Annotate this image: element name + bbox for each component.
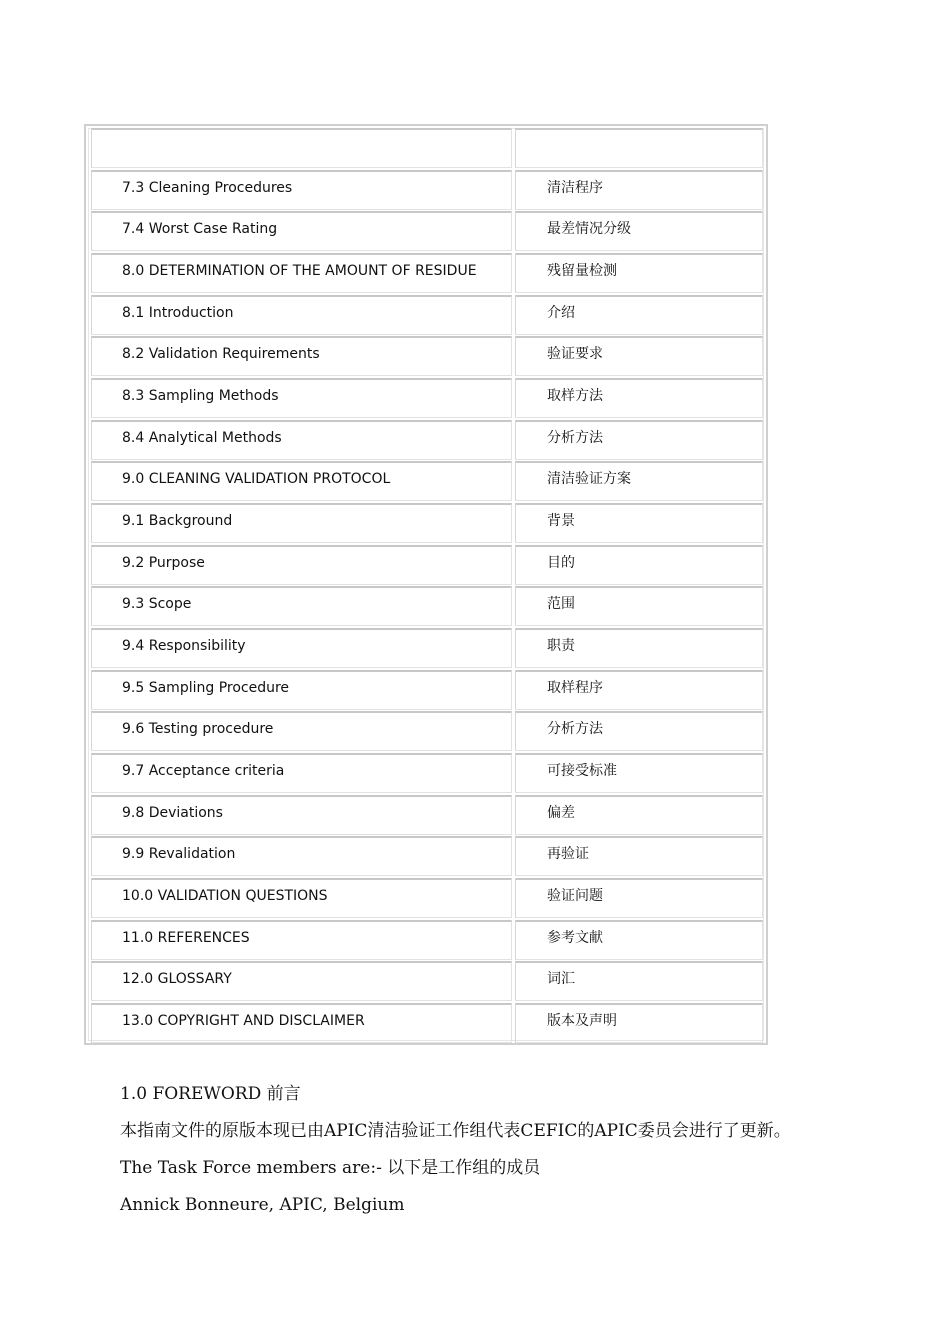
toc-en-text: 9.7 Acceptance criteria [122,763,285,779]
toc-cell-zh [515,211,763,251]
toc-en-text: 8.3 Sampling Methods [122,388,279,404]
toc-cell-zh [515,795,763,835]
toc-zh-text: 残留量检测 [547,263,617,279]
toc-row [91,336,763,376]
toc-row [91,253,763,293]
toc-zh-text: 词汇 [547,971,575,987]
toc-row [91,170,763,210]
task-force-intro: The Task Force members are:- 以下是工作组的成员 [120,1158,541,1178]
toc-zh-text: 范围 [547,596,575,612]
toc-row [91,378,763,418]
foreword-heading: 1.0 FOREWORD 前言 [120,1084,301,1104]
toc-cell-en [91,170,512,210]
toc-en-text: 8.1 Introduction [122,305,234,321]
toc-en-text: 8.4 Analytical Methods [122,430,282,446]
toc-zh-text: 参考文献 [547,930,603,946]
toc-row [91,961,763,1001]
toc-zh-text: 清洁程序 [547,180,603,196]
toc-cell-zh [515,420,763,460]
toc-cell-en [91,711,512,751]
toc-row [91,711,763,751]
foreword-intro: 本指南文件的原版本现已由APIC清洁验证工作组代表CEFIC的APIC委员会进行了更新。 [120,1121,791,1141]
toc-en-text: 12.0 GLOSSARY [122,971,232,987]
toc-zh-text: 验证要求 [547,346,603,362]
toc-en-text: 9.6 Testing procedure [122,721,274,737]
toc-cell-zh [515,961,763,1001]
toc-cell-zh [515,461,763,501]
toc-zh-text: 分析方法 [547,721,603,737]
toc-row [91,420,763,460]
toc-zh-text: 背景 [547,513,575,529]
toc-row [91,670,763,710]
task-force-member: Annick Bonneure, APIC, Belgium [120,1195,405,1215]
toc-cell-en [91,753,512,793]
toc-cell-en [91,545,512,585]
toc-cell-en [91,836,512,876]
toc-row [91,920,763,960]
toc-cell-zh [515,128,763,168]
toc-cell-zh [515,836,763,876]
toc-cell-en [91,461,512,501]
toc-row [91,795,763,835]
toc-row [91,295,763,335]
toc-en-text: 9.4 Responsibility [122,638,246,654]
toc-cell-en [91,961,512,1001]
toc-cell-zh [515,711,763,751]
toc-cell-zh [515,670,763,710]
toc-row [91,753,763,793]
toc-en-text: 9.2 Purpose [122,555,205,571]
toc-cell-zh [515,920,763,960]
toc-row [91,878,763,918]
toc-cell-en [91,628,512,668]
toc-zh-text: 目的 [547,555,575,571]
toc-cell-zh [515,753,763,793]
toc-en-text: 10.0 VALIDATION QUESTIONS [122,888,328,904]
toc-cell-zh [515,170,763,210]
toc-en-text: 8.0 DETERMINATION OF THE AMOUNT OF RESIDUE [122,263,477,279]
toc-row [91,461,763,501]
toc-zh-text: 版本及声明 [547,1013,617,1029]
toc-zh-text: 职责 [547,638,575,654]
toc-cell-en [91,378,512,418]
toc-zh-text: 介绍 [547,305,575,321]
toc-en-text: 9.0 CLEANING VALIDATION PROTOCOL [122,471,391,487]
toc-row [91,128,763,168]
toc-en-text: 7.3 Cleaning Procedures [122,180,293,196]
toc-row [91,586,763,626]
toc-zh-text: 清洁验证方案 [547,471,631,487]
toc-en-text: 8.2 Validation Requirements [122,346,320,362]
toc-en-text: 9.3 Scope [122,596,192,612]
toc-cell-en [91,878,512,918]
toc-row [91,836,763,876]
toc-en-text: 9.5 Sampling Procedure [122,680,290,696]
toc-cell-en [91,920,512,960]
toc-row [91,211,763,251]
toc-en-text: 13.0 COPYRIGHT AND DISCLAIMER [122,1013,365,1029]
toc-table [84,124,768,1045]
toc-cell-en [91,420,512,460]
toc-cell-en [91,1003,512,1043]
toc-zh-text: 验证问题 [547,888,603,904]
toc-cell-zh [515,628,763,668]
toc-cell-zh [515,253,763,293]
toc-en-text: 7.4 Worst Case Rating [122,221,278,237]
toc-cell-zh [515,586,763,626]
toc-zh-text: 偏差 [547,805,575,821]
toc-row [91,628,763,668]
toc-cell-zh [515,503,763,543]
toc-cell-en [91,211,512,251]
toc-cell-en [91,295,512,335]
toc-en-text: 9.9 Revalidation [122,846,236,862]
toc-zh-text: 取样方法 [547,388,603,404]
toc-cell-en [91,795,512,835]
toc-cell-zh [515,295,763,335]
toc-en-text: 9.8 Deviations [122,805,223,821]
toc-en-text: 11.0 REFERENCES [122,930,250,946]
toc-row [91,1003,763,1043]
toc-cell-zh [515,378,763,418]
toc-row [91,545,763,585]
toc-zh-text: 取样程序 [547,680,603,696]
toc-cell-en [91,503,512,543]
toc-cell-en [91,586,512,626]
toc-cell-zh [515,1003,763,1043]
toc-cell-zh [515,878,763,918]
toc-row [91,503,763,543]
toc-cell-en [91,336,512,376]
toc-cell-zh [515,336,763,376]
toc-cell-zh [515,545,763,585]
toc-cell-en [91,670,512,710]
toc-zh-text: 再验证 [547,846,589,862]
toc-cell-en [91,128,512,168]
toc-zh-text: 最差情况分级 [547,221,631,237]
toc-zh-text: 可接受标准 [547,763,617,779]
toc-zh-text: 分析方法 [547,430,603,446]
toc-en-text: 9.1 Background [122,513,233,529]
toc-cell-en [91,253,512,293]
